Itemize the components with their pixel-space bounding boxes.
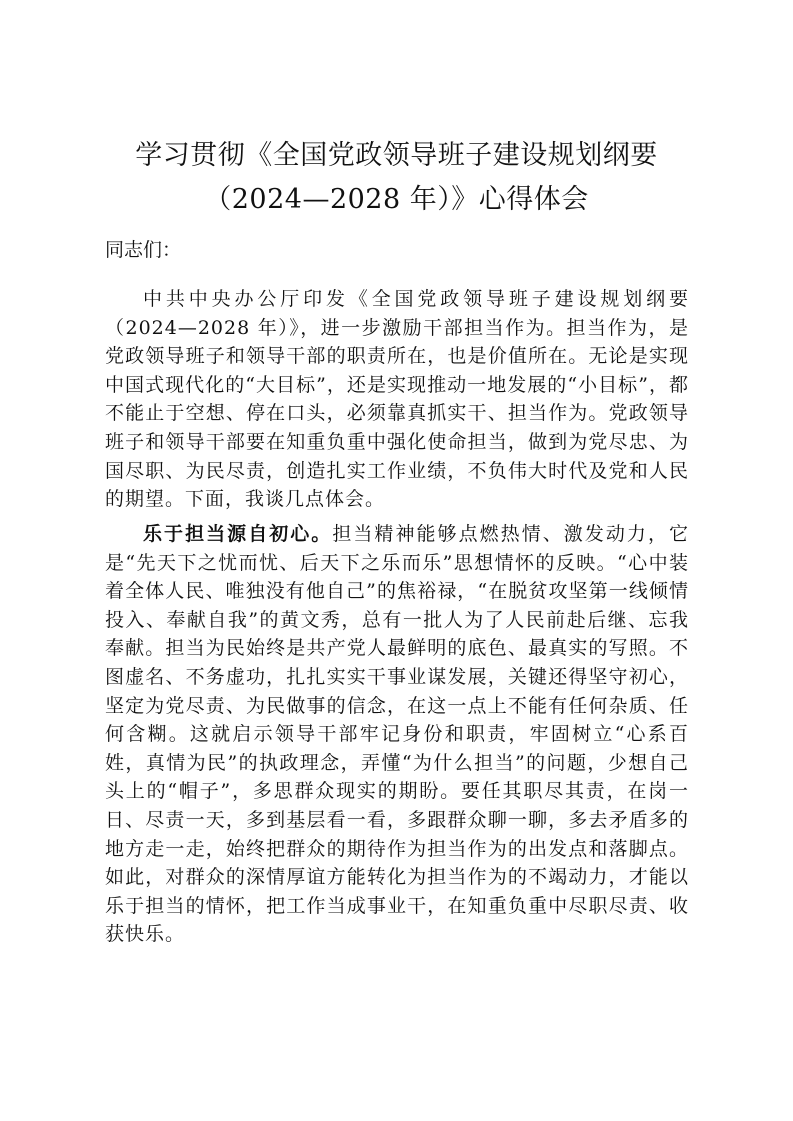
title-line-1: 学习贯彻《全国党政领导班子建设规划纲要 — [135, 140, 658, 171]
paragraph-section-1 — [105, 520, 689, 949]
document-title — [100, 134, 693, 222]
title-line-2: （2024—2028 年）》心得体会 — [204, 184, 589, 215]
section-body: 担当精神能够点燃热情、激发动力，它是“先天下之忧而忧、后天下之乐而乐”思想情怀的反映。“心中装着全体人民、唯独没有他自己”的焦裕禄，“在脱贫攻坚第一线倾情投入、奉献自我”的黄文秀，总有一批人为了人民前赴后继、忘我奉献。担当为民始终是共产党人最鲜明的底色、最真实的写照。不图虚名、不务虚功，扎扎实实干事业谋发展，关键还得坚守初心，坚定为党尽责、为民做事的信念，在这一点上不能有任何杂质、任何含糊。这就启示领导干部牢记身份和职责，牢固树立“心系百姓，真情为民”的执政理念，弄懂“为什么担当”的问题，少想自己头上的“帽子”，多思群众现实的期盼。要任其职尽其责，在岗一日、尽责一天，多到基层看一看，多跟群众聊一聊，多去矛盾多的地方走一走，始终把群众的期待作为担当作为的出发点和落脚点。如此，对群众的深情厚谊方能转化为担当作为的不竭动力，才能以乐于担当的情怀，把工作当成事业干，在知重负重中尽职尽责、收获快乐。 — [105, 523, 689, 946]
salutation: 同志们： — [105, 239, 182, 261]
paragraph-intro: 中共中央办公厅印发《全国党政领导班子建设规划纲要（2024—2028 年）》，进一步激励干部担当作为。担当作为，是党政领导班子和领导干部的职责所在，也是价值所在。无论是实现中国式现代化的“大目标”，还是实现推动一地发展的“小目标”，都不能止于空想、停在口头，必须靠真抓实干、担当作为。党政领导班子和领导干部要在知重负重中强化使命担当，做到为党尽忠、为国尽职、为民尽责，创造扎实工作业绩，不负伟大时代及党和人民的期望。下面，我谈几点体会。 — [105, 288, 689, 511]
section-heading: 乐于担当源自初心。 — [143, 523, 333, 545]
